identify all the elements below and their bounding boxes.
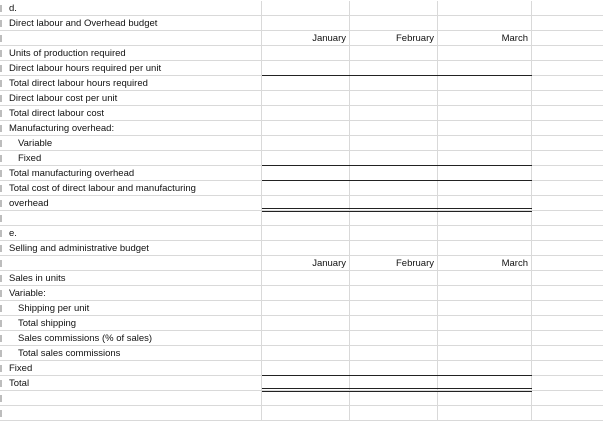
- sheet-row: [0, 151, 603, 166]
- sheet-row: [0, 271, 603, 286]
- row-marker: [0, 215, 2, 222]
- double-total-underline: [262, 388, 532, 392]
- cell-c[interactable]: [350, 286, 438, 301]
- cell-b[interactable]: [262, 226, 350, 241]
- sheet-row: [0, 121, 603, 136]
- cell-b[interactable]: [262, 301, 350, 316]
- cell-e[interactable]: [532, 226, 603, 241]
- cell-e[interactable]: [532, 346, 603, 361]
- cell-e[interactable]: [532, 256, 603, 271]
- cell-b[interactable]: [262, 331, 350, 346]
- cell-c[interactable]: [350, 181, 438, 196]
- sheet-row: [0, 181, 603, 196]
- cell-e[interactable]: [532, 331, 603, 346]
- cell-b[interactable]: [262, 391, 350, 406]
- cell-a[interactable]: [6, 31, 262, 46]
- cell-c[interactable]: [350, 121, 438, 136]
- cell-c[interactable]: [350, 391, 438, 406]
- cell-e[interactable]: [532, 76, 603, 91]
- cell-b[interactable]: [262, 46, 350, 61]
- cell-c[interactable]: [350, 211, 438, 226]
- section-e-title[interactable]: Selling and administrative budget: [6, 241, 262, 256]
- cell-b[interactable]: [262, 1, 350, 16]
- cell-d[interactable]: [438, 61, 532, 76]
- month-header-march[interactable]: March: [438, 256, 532, 271]
- total-underline: [262, 375, 532, 376]
- sheet-row: [0, 1, 603, 16]
- cell-d[interactable]: [438, 166, 532, 181]
- total-cost-label-line2[interactable]: overhead: [6, 196, 262, 211]
- sheet-row: [0, 301, 603, 316]
- sheet-row: [0, 61, 603, 76]
- cell-d[interactable]: [438, 121, 532, 136]
- row-marker: [0, 200, 2, 207]
- cell-d[interactable]: [438, 346, 532, 361]
- cell-e[interactable]: [532, 301, 603, 316]
- sheet-row: [0, 76, 603, 91]
- labour-hours-per-unit-label[interactable]: Direct labour hours required per unit: [6, 61, 262, 76]
- cell-c[interactable]: [350, 61, 438, 76]
- total-cost-label-line1[interactable]: Total cost of direct labour and manufacturing: [6, 181, 262, 196]
- cell-c[interactable]: [350, 106, 438, 121]
- cell-d[interactable]: [438, 361, 532, 376]
- cell-d[interactable]: [438, 331, 532, 346]
- row-marker: [0, 95, 2, 102]
- row-marker: [0, 20, 2, 27]
- cell-c[interactable]: [350, 166, 438, 181]
- total-shipping-label[interactable]: Total shipping: [6, 316, 262, 331]
- cell-e[interactable]: [532, 91, 603, 106]
- row-marker: [0, 140, 2, 147]
- sheet-row: [0, 346, 603, 361]
- cell-d[interactable]: [438, 91, 532, 106]
- cell-d[interactable]: [438, 16, 532, 31]
- double-total-underline: [262, 208, 532, 212]
- cell-e[interactable]: [532, 316, 603, 331]
- row-marker: [0, 125, 2, 132]
- cell-e[interactable]: [532, 166, 603, 181]
- cell-e[interactable]: [532, 211, 603, 226]
- cell-d[interactable]: [438, 211, 532, 226]
- cell-b[interactable]: [262, 151, 350, 166]
- month-header-january[interactable]: January: [262, 256, 350, 271]
- cell-c[interactable]: [350, 331, 438, 346]
- month-header-february[interactable]: February: [350, 31, 438, 46]
- cell-c[interactable]: [350, 151, 438, 166]
- cell-e[interactable]: [532, 376, 603, 391]
- cell-e[interactable]: [532, 181, 603, 196]
- sales-in-units-label[interactable]: Sales in units: [6, 271, 262, 286]
- cell-e[interactable]: [532, 16, 603, 31]
- section-d-letter[interactable]: d.: [6, 1, 262, 16]
- fixed-overhead-label[interactable]: Fixed: [6, 151, 262, 166]
- cell-e[interactable]: [532, 46, 603, 61]
- cell-d[interactable]: [438, 316, 532, 331]
- cell-c[interactable]: [350, 346, 438, 361]
- cell-d[interactable]: [438, 1, 532, 16]
- cell-b[interactable]: [262, 136, 350, 151]
- cell-c[interactable]: [350, 16, 438, 31]
- sheet-row: [0, 361, 603, 376]
- total-labour-cost-label[interactable]: Total direct labour cost: [6, 106, 262, 121]
- variable-label[interactable]: Variable:: [6, 286, 262, 301]
- sheet-row: [0, 226, 603, 241]
- total-manufacturing-overhead-label[interactable]: Total manufacturing overhead: [6, 166, 262, 181]
- cell-a[interactable]: [6, 391, 262, 406]
- cell-e[interactable]: [532, 1, 603, 16]
- sheet-row: [0, 136, 603, 151]
- cell-d[interactable]: [438, 106, 532, 121]
- cell-c[interactable]: [350, 361, 438, 376]
- total-sales-commissions-label[interactable]: Total sales commissions: [6, 346, 262, 361]
- cell-e[interactable]: [532, 121, 603, 136]
- row-marker: [0, 5, 2, 12]
- sheet-row: [0, 316, 603, 331]
- row-marker: [0, 380, 2, 387]
- sheet-row: [0, 241, 603, 256]
- cell-d[interactable]: [438, 226, 532, 241]
- cell-e[interactable]: [532, 31, 603, 46]
- section-d-month-header: [0, 31, 603, 46]
- cell-d[interactable]: [438, 151, 532, 166]
- row-marker: [0, 260, 2, 267]
- cell-e[interactable]: [532, 286, 603, 301]
- month-header-february[interactable]: February: [350, 256, 438, 271]
- cell-b[interactable]: [262, 361, 350, 376]
- row-marker: [0, 305, 2, 312]
- sales-commissions-label[interactable]: Sales commissions (% of sales): [6, 331, 262, 346]
- month-header-january[interactable]: January: [262, 31, 350, 46]
- sheet-row: [0, 166, 603, 181]
- cell-c[interactable]: [350, 91, 438, 106]
- labour-cost-per-unit-label[interactable]: Direct labour cost per unit: [6, 91, 262, 106]
- cell-c[interactable]: [350, 316, 438, 331]
- cell-e[interactable]: [532, 196, 603, 211]
- row-marker: [0, 110, 2, 117]
- cell-b[interactable]: [262, 271, 350, 286]
- cell-b[interactable]: [262, 211, 350, 226]
- fixed-label[interactable]: Fixed: [6, 361, 262, 376]
- cell-b[interactable]: [262, 316, 350, 331]
- row-marker: [0, 230, 2, 237]
- cell-e[interactable]: [532, 241, 603, 256]
- total-underline: [262, 180, 532, 181]
- cell-b[interactable]: [262, 16, 350, 31]
- cell-c[interactable]: [350, 226, 438, 241]
- cell-b[interactable]: [262, 181, 350, 196]
- cell-d[interactable]: [438, 301, 532, 316]
- cell-b[interactable]: [262, 76, 350, 91]
- row-marker: [0, 245, 2, 252]
- row-marker: [0, 335, 2, 342]
- month-header-march[interactable]: March: [438, 31, 532, 46]
- cell-c[interactable]: [350, 241, 438, 256]
- cell-e[interactable]: [532, 361, 603, 376]
- cell-b[interactable]: [262, 346, 350, 361]
- cell-b[interactable]: [262, 286, 350, 301]
- sheet-row: [0, 91, 603, 106]
- section-d-title[interactable]: Direct labour and Overhead budget: [6, 16, 262, 31]
- row-marker: [0, 365, 2, 372]
- cell-d[interactable]: [438, 241, 532, 256]
- cell-e[interactable]: [532, 151, 603, 166]
- cell-c[interactable]: [350, 76, 438, 91]
- total-label[interactable]: Total: [6, 376, 262, 391]
- units-of-production-label[interactable]: Units of production required: [6, 46, 262, 61]
- cell-e[interactable]: [532, 106, 603, 121]
- cell-e[interactable]: [532, 271, 603, 286]
- cell-b[interactable]: [262, 121, 350, 136]
- row-marker: [0, 80, 2, 87]
- cell-b[interactable]: [262, 91, 350, 106]
- row-marker: [0, 275, 2, 282]
- cell-d[interactable]: [438, 136, 532, 151]
- section-e-month-header: [0, 256, 603, 271]
- cell-b[interactable]: [262, 166, 350, 181]
- section-e-letter[interactable]: e.: [6, 226, 262, 241]
- shipping-per-unit-label[interactable]: Shipping per unit: [6, 301, 262, 316]
- row-marker: [0, 65, 2, 72]
- cell-c[interactable]: [350, 136, 438, 151]
- cell-d[interactable]: [438, 271, 532, 286]
- total-underline: [262, 165, 532, 166]
- cell-d[interactable]: [438, 286, 532, 301]
- row-marker: [0, 35, 2, 42]
- cell-d[interactable]: [438, 181, 532, 196]
- cell-b[interactable]: [262, 106, 350, 121]
- row-marker: [0, 185, 2, 192]
- row-marker: [0, 320, 2, 327]
- sheet-row: [0, 46, 603, 61]
- cell-a[interactable]: [6, 211, 262, 226]
- sheet-row: [0, 391, 603, 406]
- sheet-row: [0, 211, 603, 226]
- row-marker: [0, 410, 2, 417]
- cell-c[interactable]: [350, 271, 438, 286]
- cell-e[interactable]: [532, 61, 603, 76]
- cell-d[interactable]: [438, 391, 532, 406]
- sheet-row: [0, 106, 603, 121]
- variable-overhead-label[interactable]: Variable: [6, 136, 262, 151]
- total-labour-hours-label[interactable]: Total direct labour hours required: [6, 76, 262, 91]
- row-marker: [0, 50, 2, 57]
- cell-d[interactable]: [438, 76, 532, 91]
- cell-d[interactable]: [438, 46, 532, 61]
- cell-e[interactable]: [532, 136, 603, 151]
- cell-b[interactable]: [262, 61, 350, 76]
- manufacturing-overhead-label[interactable]: Manufacturing overhead:: [6, 121, 262, 136]
- row-marker: [0, 155, 2, 162]
- row-marker: [0, 350, 2, 357]
- row-marker: [0, 170, 2, 177]
- sheet-row: [0, 286, 603, 301]
- cell-e[interactable]: [532, 391, 603, 406]
- cell-c[interactable]: [350, 46, 438, 61]
- sheet-row: [0, 16, 603, 31]
- row-marker: [0, 290, 2, 297]
- cell-b[interactable]: [262, 241, 350, 256]
- cell-a[interactable]: [6, 256, 262, 271]
- sheet-row: [0, 331, 603, 346]
- cell-c[interactable]: [350, 301, 438, 316]
- cell-c[interactable]: [350, 1, 438, 16]
- row-marker: [0, 395, 2, 402]
- total-underline: [262, 75, 532, 76]
